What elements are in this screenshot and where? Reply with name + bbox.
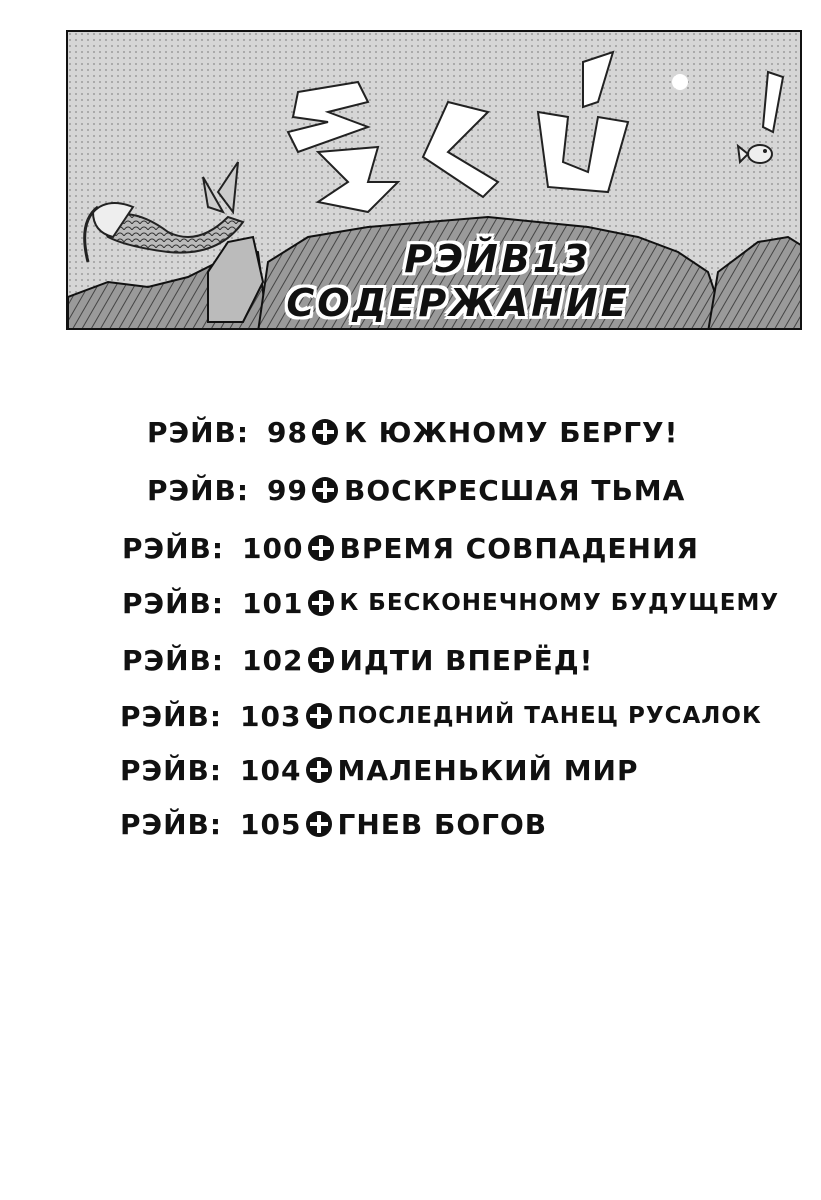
cross-bullet-icon bbox=[306, 757, 332, 783]
chapter-title: ВРЕМЯ СОВПАДЕНИЯ bbox=[339, 531, 699, 565]
cross-bullet-icon bbox=[306, 811, 332, 837]
toc-entry bbox=[147, 470, 685, 510]
chapter-label: РЭЙВ: bbox=[120, 753, 223, 787]
chapter-number: 102 bbox=[242, 643, 304, 677]
cross-bullet-icon bbox=[312, 419, 338, 445]
chapter-label: РЭЙВ: bbox=[122, 643, 225, 677]
chapter-number: 99 bbox=[267, 473, 309, 507]
chapter-number: 103 bbox=[240, 699, 302, 733]
cross-bullet-icon bbox=[306, 703, 332, 729]
chapter-title: К БЕСКОНЕЧНОМУ БУДУЩЕМУ bbox=[339, 590, 780, 616]
chapter-number: 100 bbox=[242, 531, 304, 565]
chapter-number: 104 bbox=[240, 753, 302, 787]
contents-heading: СОДЕРЖАНИЕ bbox=[286, 281, 630, 325]
toc-entry bbox=[120, 804, 547, 844]
toc-entry bbox=[122, 640, 593, 680]
toc-entry bbox=[147, 412, 678, 452]
header-illustration bbox=[66, 30, 802, 330]
chapter-title: ПОСЛЕДНИЙ ТАНЕЦ РУСАЛОК bbox=[337, 703, 762, 729]
volume-title bbox=[268, 237, 688, 325]
toc-entry bbox=[120, 696, 762, 736]
chapter-number: 105 bbox=[240, 807, 302, 841]
chapter-label: РЭЙВ: bbox=[122, 531, 225, 565]
toc-entry bbox=[122, 583, 779, 623]
cross-bullet-icon bbox=[308, 535, 334, 561]
chapter-title: ИДТИ ВПЕРЁД! bbox=[339, 643, 594, 677]
volume-number-title: РЭЙВ13 bbox=[404, 237, 592, 281]
chapter-title: К ЮЖНОМУ БЕРГУ! bbox=[344, 415, 679, 449]
moon-icon bbox=[672, 74, 688, 90]
toc-entry bbox=[122, 528, 699, 568]
chapter-title: МАЛЕНЬКИЙ МИР bbox=[337, 753, 639, 787]
cross-bullet-icon bbox=[308, 647, 334, 673]
chapter-label: РЭЙВ: bbox=[122, 586, 225, 620]
cross-bullet-icon bbox=[308, 590, 334, 616]
chapter-label: РЭЙВ: bbox=[147, 415, 250, 449]
chapter-label: РЭЙВ: bbox=[147, 473, 250, 507]
cross-bullet-icon bbox=[312, 477, 338, 503]
toc-entry bbox=[120, 750, 639, 790]
chapter-number: 98 bbox=[267, 415, 309, 449]
chapter-title: ГНЕВ БОГОВ bbox=[337, 807, 548, 841]
chapter-number: 101 bbox=[242, 586, 304, 620]
chapter-title: ВОСКРЕСШАЯ ТЬМА bbox=[344, 473, 686, 507]
chapter-label: РЭЙВ: bbox=[120, 699, 223, 733]
chapter-label: РЭЙВ: bbox=[120, 807, 223, 841]
